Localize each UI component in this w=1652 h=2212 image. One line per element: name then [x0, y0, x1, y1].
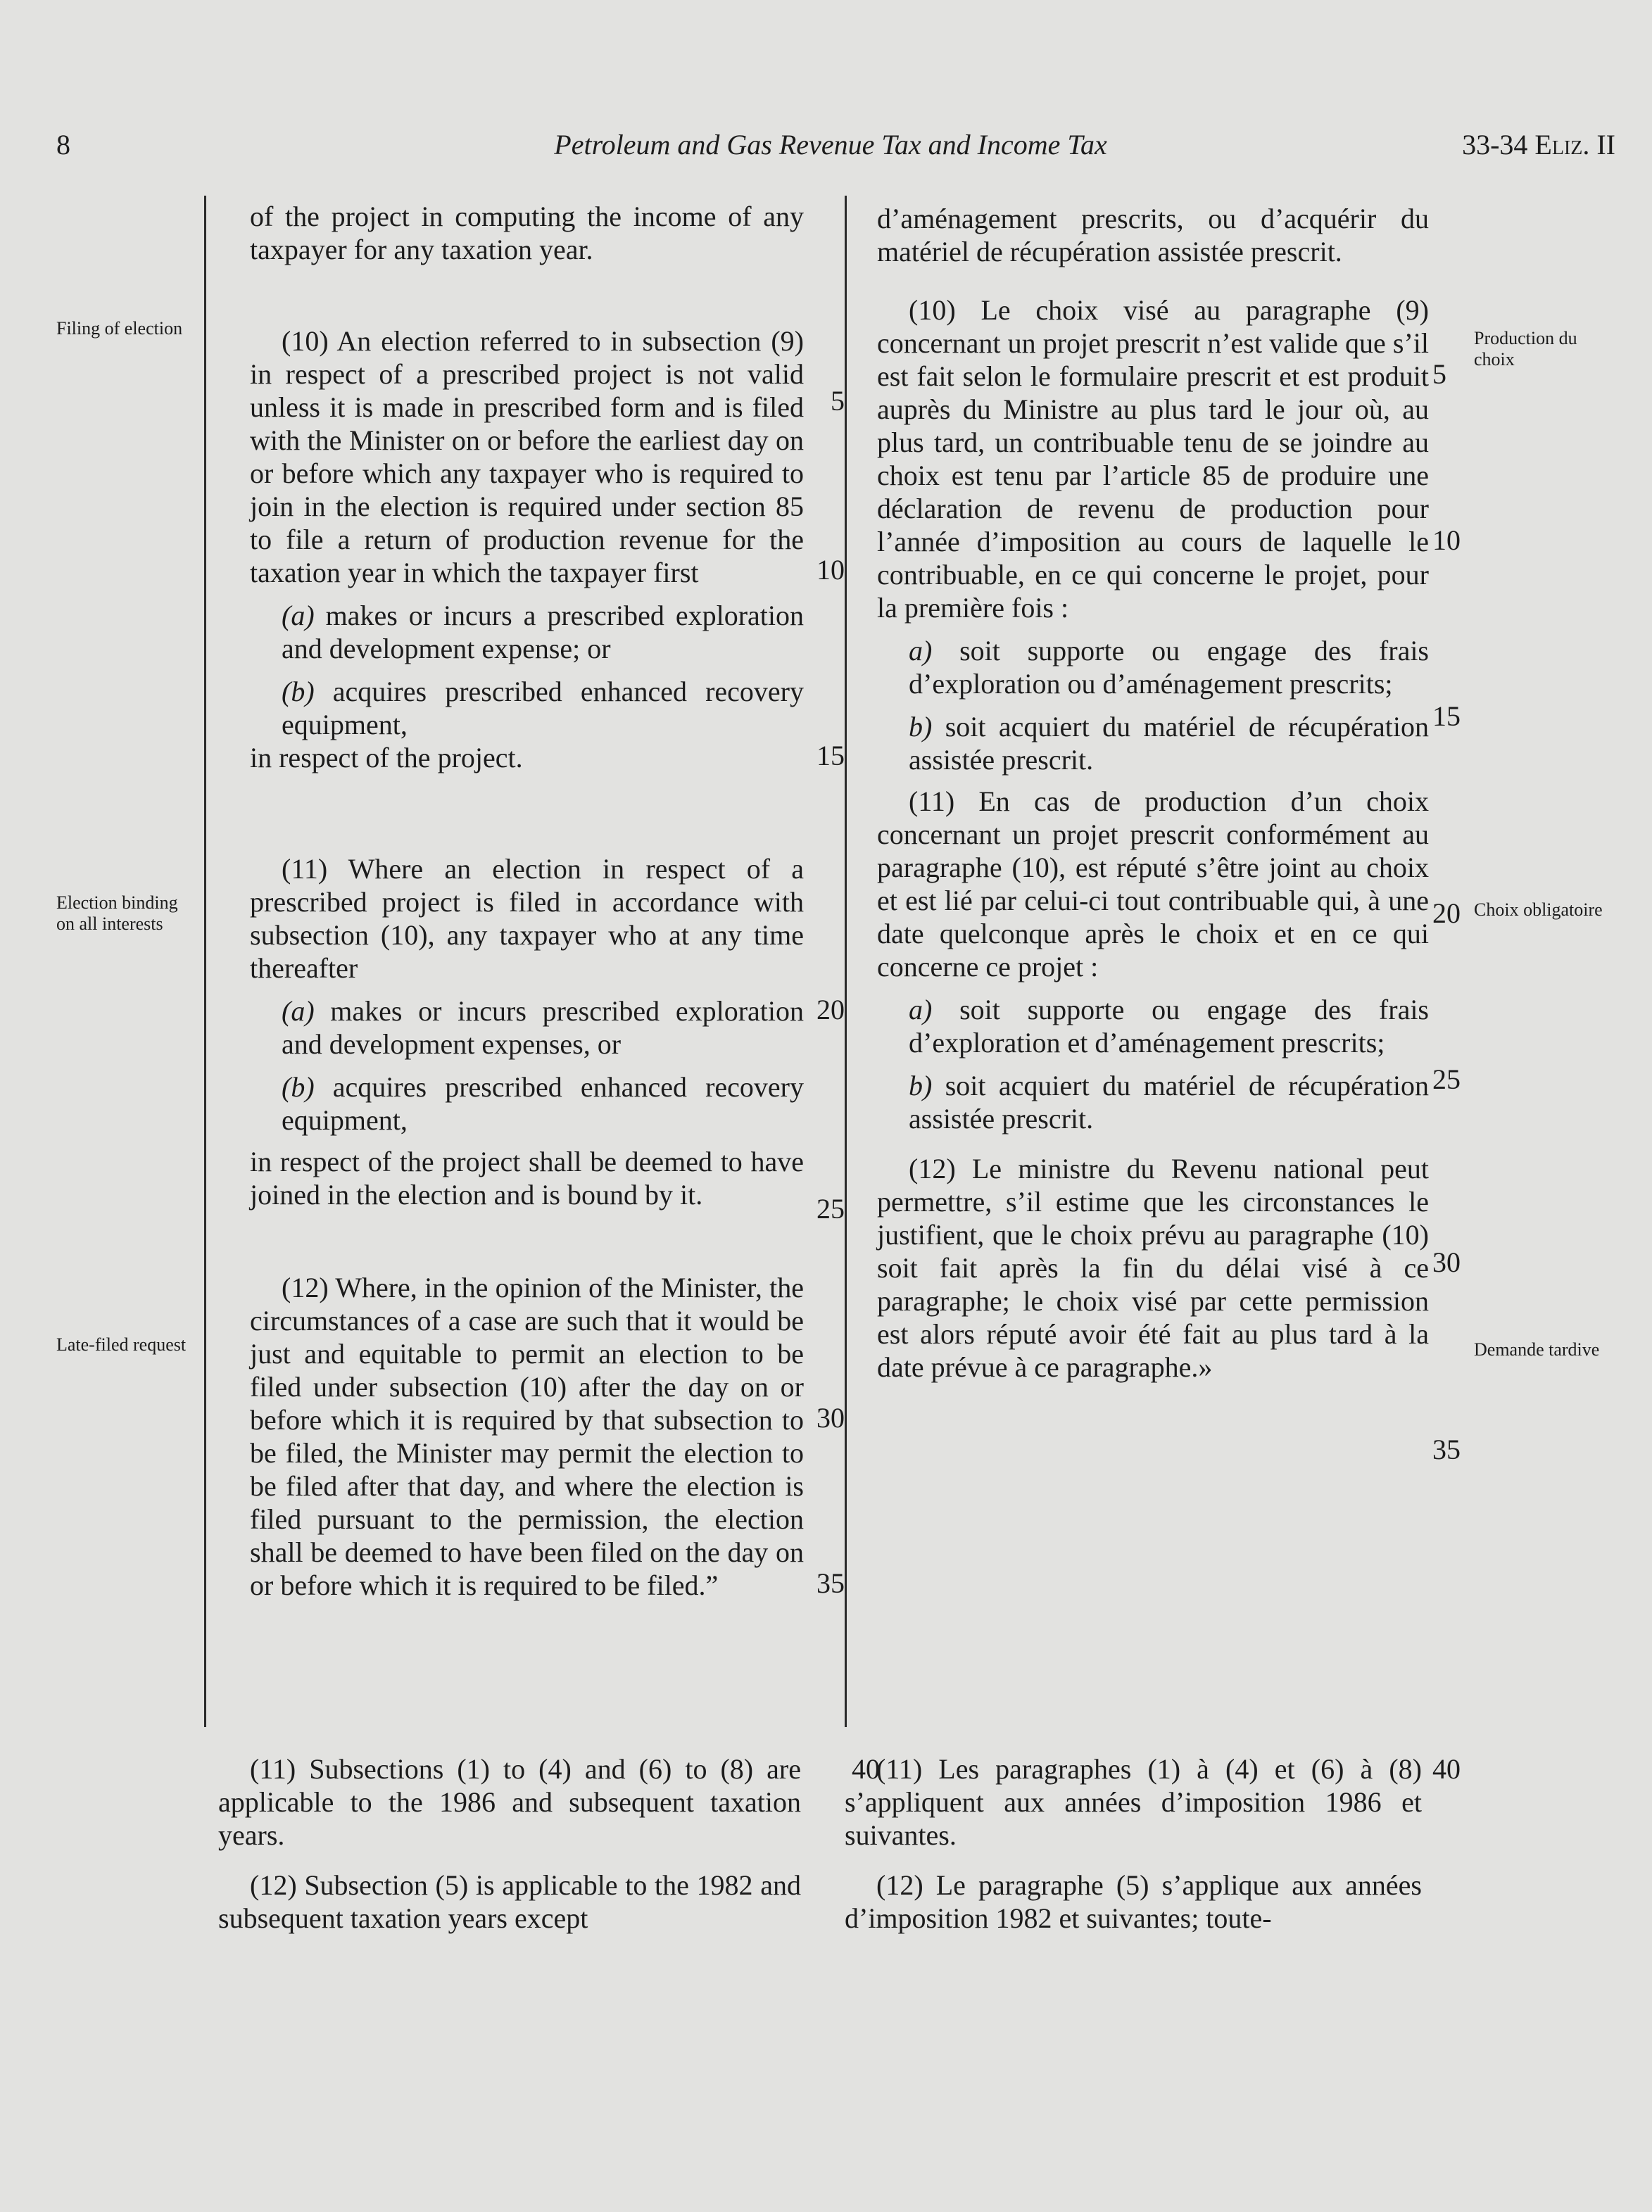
line-number: 35	[1432, 1434, 1461, 1465]
french-paragraph-12: (12) Le paragraphe (5) s’applique aux années d’imposition 1982 et suivantes; toute-	[845, 1869, 1422, 1934]
para-label: b)	[909, 1070, 933, 1101]
volume-reference	[1429, 128, 1615, 162]
english-subsection-11-para-a: (a) makes or incurs prescribed exploration and development expenses, or	[282, 995, 804, 1060]
line-number: 25	[1432, 1063, 1461, 1095]
para-label: (b)	[282, 676, 315, 707]
english-paragraph-11: (11) Subsections (1) to (4) and (6) to (8) are applicable to the 1986 and subsequent taxation years.	[218, 1753, 801, 1851]
english-paragraph-12: (12) Subsection (5) is applicable to the 1982 and subsequent taxation years except	[218, 1869, 801, 1934]
french-paragraph-11: (11) Les paragraphes (1) à (4) et (6) à (8) s’appliquent aux années d’imposition 1986 et suivantes.	[845, 1753, 1422, 1851]
english-subsection-11: (11) Where an election in respect of a prescribed project is filed in accordance with subsection (10), any taxpayer who at any time thereafter	[250, 853, 804, 984]
line-number: 5	[831, 385, 845, 417]
margin-note-production-du-choix: Production du choix	[1474, 328, 1577, 369]
margin-note-choix-obligatoire: Choix obligatoire	[1474, 899, 1603, 920]
french-subsection-11-para-a: a) soit supporte ou engage des frais d’exploration et d’aménagement prescrits;	[909, 994, 1429, 1058]
english-continuation: of the project in computing the income of any taxpayer for any taxation year.	[250, 201, 804, 265]
para-label: (b)	[282, 1071, 315, 1103]
line-number: 25	[816, 1193, 845, 1225]
line-number: 15	[816, 740, 845, 771]
line-number: 40	[1432, 1753, 1461, 1785]
line-number: 30	[1432, 1246, 1461, 1278]
french-subsection-10: (10) Le choix visé au paragraphe (9) concernant un projet prescrit n’est valide que s’il est fait selon le formulaire prescrit et est produit auprès du Ministre au plus tard le jour où, au plus tard, un contribuable tenu de se joindre au choix est tenu par l’article 85 de produire une déclaration de revenu de production pour l’année d’imposition au cours de laquelle le contribuable, en ce qui concerne le projet, pour la première fois :	[877, 294, 1429, 624]
english-subsection-10-para-b: (b) acquires prescribed enhanced recovery equipment,	[282, 676, 804, 740]
line-number: 20	[816, 994, 845, 1025]
para-label: (a)	[282, 995, 315, 1027]
english-subsection-10-para-a: (a) makes or incurs a prescribed exploration and development expense; or	[282, 600, 804, 664]
margin-note-election-binding: Election binding on all interests	[56, 892, 178, 934]
para-label: (a)	[282, 600, 315, 631]
french-subsection-12: (12) Le ministre du Revenu national peut permettre, s’il estime que les circonstances le justifient, que le choix prévu au paragraphe (10) soit fait après la fin du délai visé à ce paragraphe; le choix visé par cette permission est alors réputé avoir été fait au plus tard à la date prévue à ce paragraphe.»	[877, 1153, 1429, 1383]
page-number: 8	[56, 129, 70, 160]
french-subsection-11: (11) En cas de production d’un choix concernant un projet prescrit conformément au paragraphe (10), est réputé s’être joint au choix et est lié par celui-ci tout contribuable qui, à une date quelconque après le choix et en ce qui concerne ce projet :	[877, 785, 1429, 982]
line-number: 35	[816, 1567, 845, 1599]
french-subsection-11-para-b: b) soit acquiert du matériel de récupération assistée prescrit.	[909, 1070, 1429, 1135]
line-number: 20	[1432, 897, 1461, 929]
line-number: 10	[816, 554, 845, 586]
running-title: Petroleum and Gas Revenue Tax and Income Tax	[554, 129, 1107, 160]
margin-note-filing-of-election: Filing of election	[56, 318, 183, 339]
margin-note-demande-tardive: Demande tardive	[1474, 1339, 1600, 1360]
line-number: 30	[816, 1402, 845, 1434]
english-application-provisions	[218, 1752, 801, 1935]
english-subsection-11-para-b: (b) acquires prescribed enhanced recovery equipment,	[282, 1071, 804, 1136]
english-subsection-12: (12) Where, in the opinion of the Minister, the circumstances of a case are such that it would be just and equitable to permit an election to be filed under subsection (10) after the day on or before which it is required by that subsection to be filed, the Minister may permit the election to be filed after that day, and where the election is filed pursuant to the permission, the election shall be deemed to have been filed on the day on or before which it is required to be filed.”	[250, 1272, 804, 1601]
english-subsection-10: (10) An election referred to in subsection (9) in respect of a prescribed project is not valid unless it is made in prescribed form and is filed with the Minister on or before the earliest day on or before which any taxpayer who is required to join in the election is required under section 85 to file a return of production revenue for the taxation year in which the taxpayer first	[250, 325, 804, 588]
margin-note-late-filed-request: Late-filed request	[56, 1334, 187, 1355]
line-number: 15	[1432, 700, 1461, 732]
line-number: 40	[852, 1753, 880, 1785]
french-column	[877, 202, 1429, 1384]
volume-ref-numeric: 33-34	[1462, 129, 1535, 160]
para-label: b)	[909, 711, 933, 742]
para-label: a)	[909, 994, 933, 1025]
french-continuation: d’aménagement prescrits, ou d’acquérir du matériel de récupération assistée prescrit.	[877, 203, 1429, 267]
english-subsection-10-closing: in respect of the project.	[250, 742, 523, 773]
left-column-rule	[204, 196, 206, 1727]
english-subsection-11-closing: in respect of the project shall be deemed to have joined in the election and is bound by it.	[250, 1146, 804, 1211]
volume-ref-caps: Eliz. II	[1534, 129, 1615, 160]
french-subsection-10-para-a: a) soit supporte ou engage des frais d’exploration ou d’aménagement prescrits;	[909, 635, 1429, 700]
line-number: 10	[1432, 524, 1461, 556]
english-column	[250, 200, 804, 1602]
para-label: a)	[909, 635, 933, 666]
french-application-provisions	[845, 1752, 1422, 1935]
center-column-rule	[845, 196, 847, 1727]
line-number: 5	[1432, 358, 1446, 390]
french-subsection-10-para-b: b) soit acquiert du matériel de récupération assistée prescrit.	[909, 711, 1429, 776]
